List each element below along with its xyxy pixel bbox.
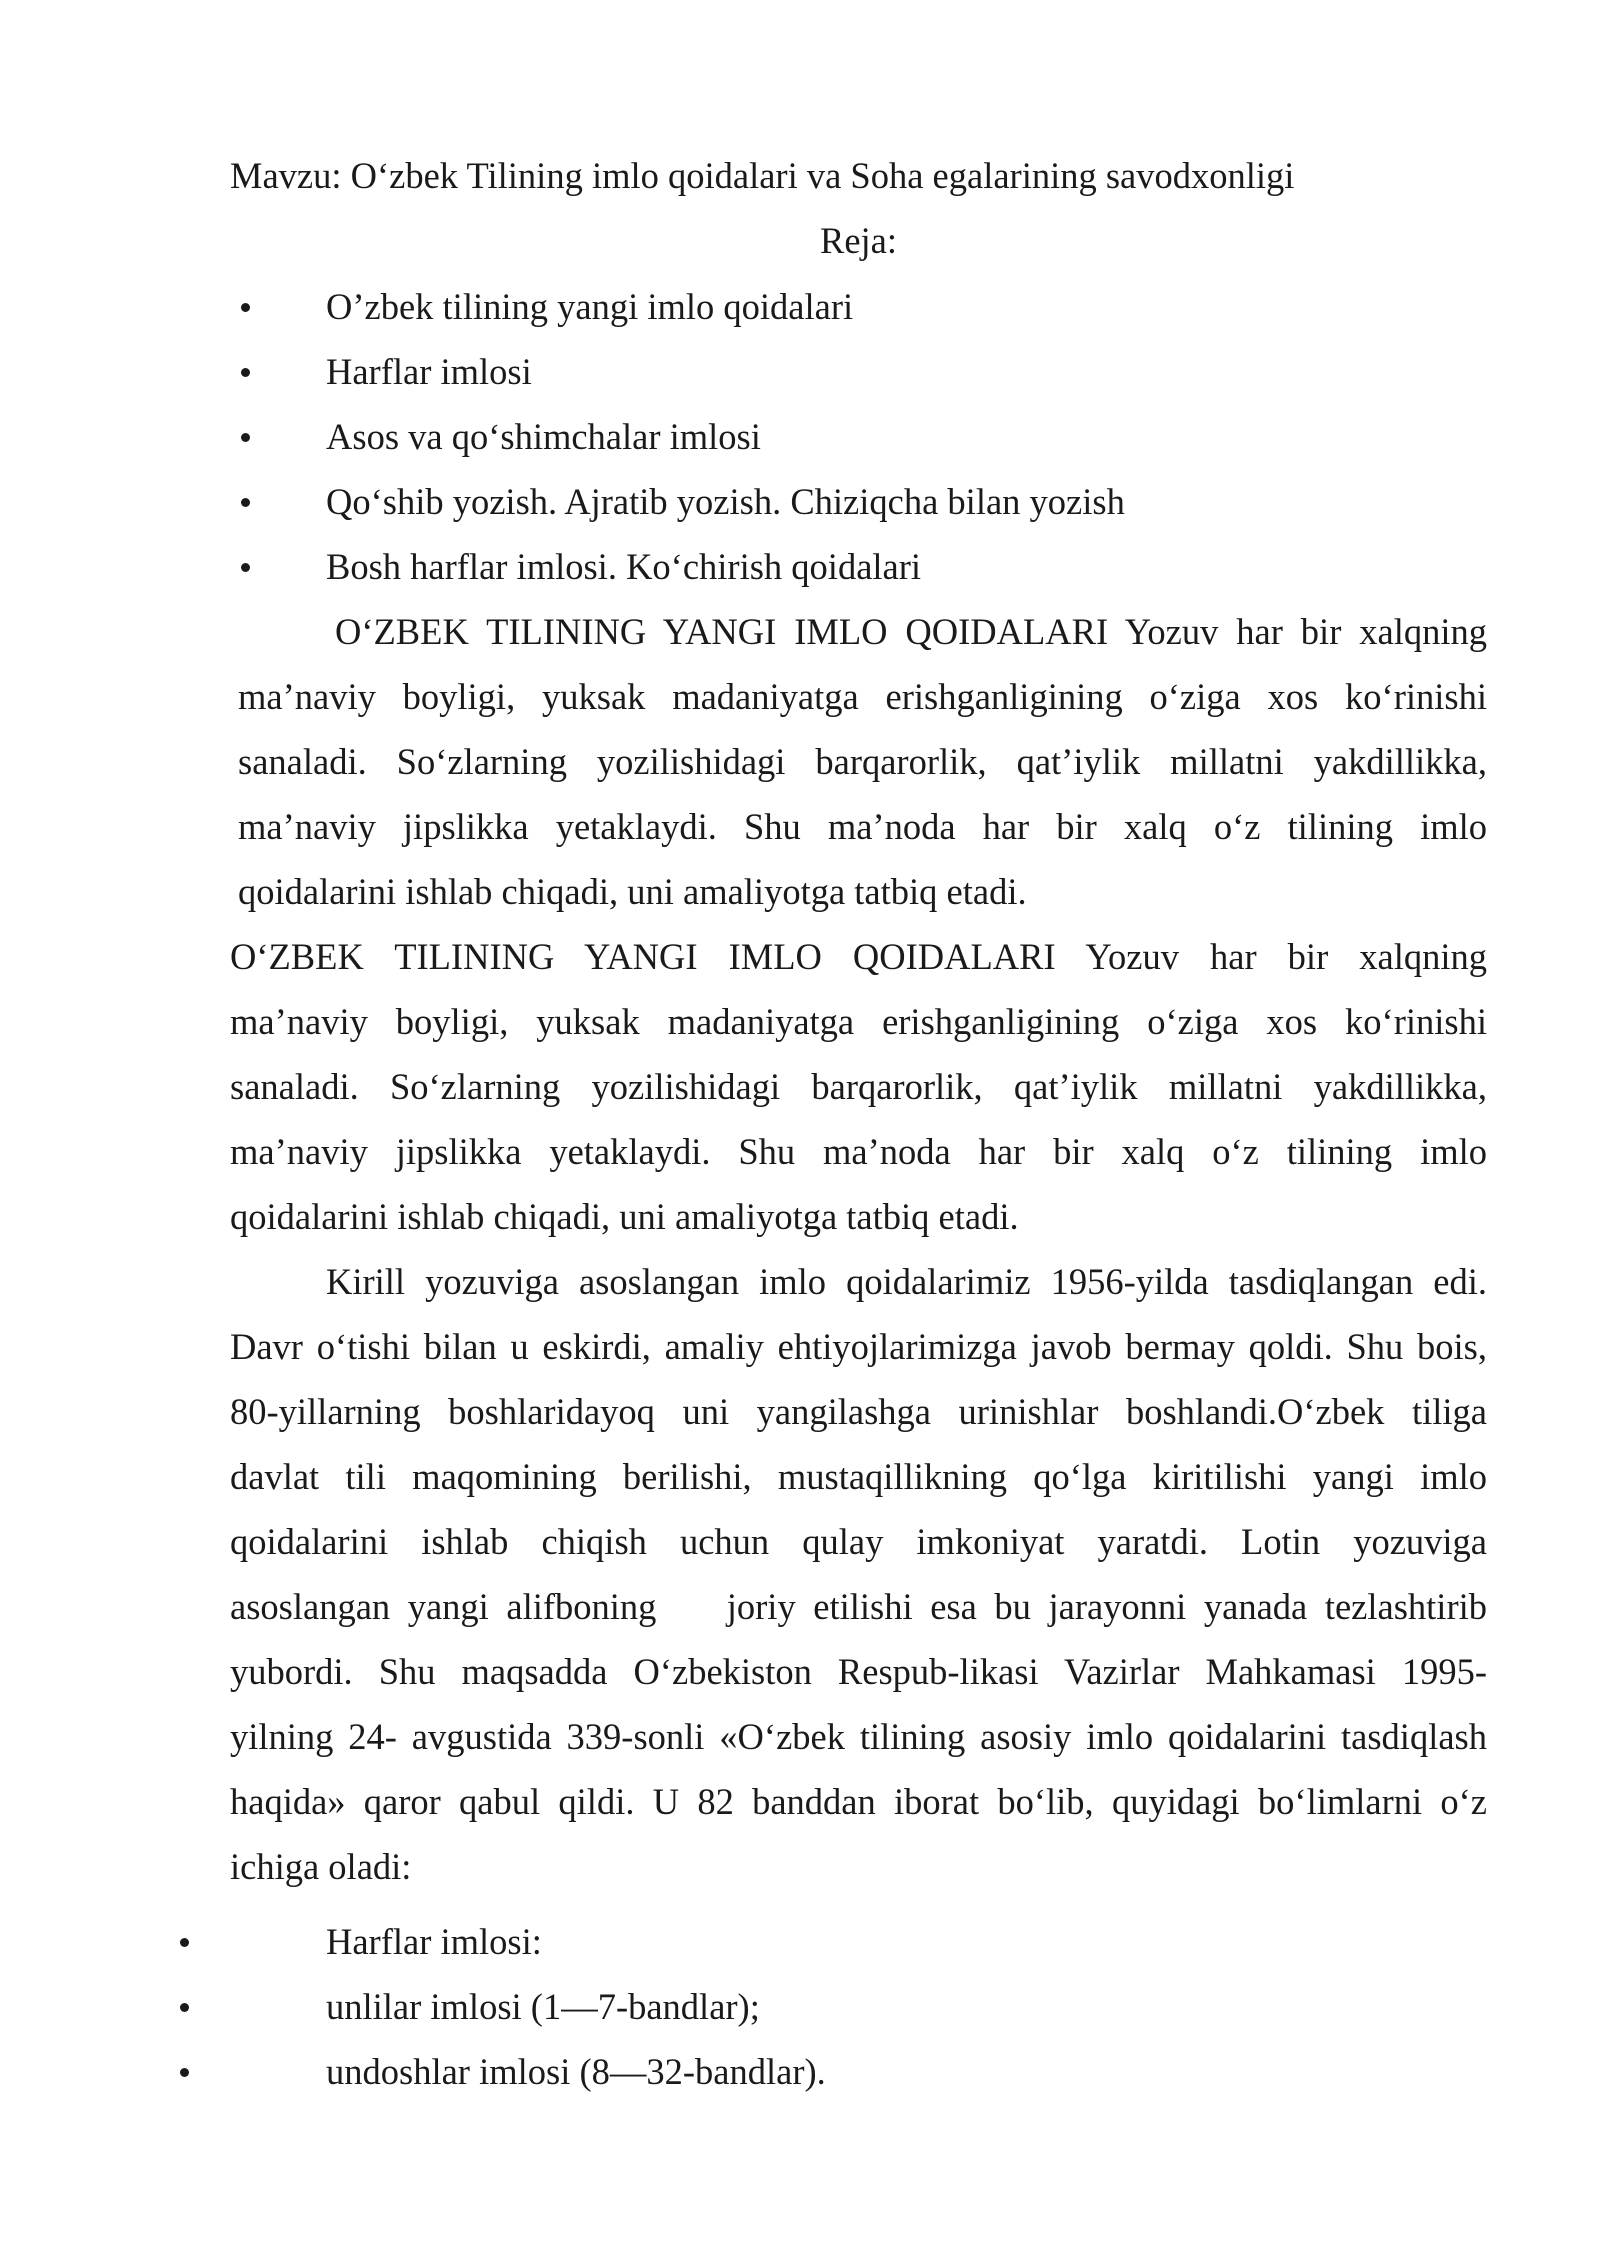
paragraph-line: davlat tili maqomining berilishi, mustaqillikning qo‘lga kiritilishi yangi imlo	[230, 1456, 1487, 1497]
bullet-icon	[180, 2068, 189, 2077]
list-item-text: Harflar imlosi:	[326, 1921, 542, 1962]
paragraph-line: ma’naviy boyligi, yuksak madaniyatga erishganligining o‘ziga xos ko‘rinishi	[238, 676, 1487, 717]
bullet-icon	[241, 303, 250, 312]
bullet-icon	[241, 433, 250, 442]
plan-heading: Reja:	[820, 220, 898, 261]
paragraph-line: Kirill yozuviga asoslangan imlo qoidalarimiz 1956-yilda tasdiqlangan edi.	[326, 1261, 1487, 1302]
paragraph-line: sanaladi. So‘zlarning yozilishidagi barqarorlik, qat’iylik millatni yakdillikka,	[238, 741, 1487, 782]
paragraph-line: yilning 24- avgustida 339-sonli «O‘zbek tilining asosiy imlo qoidalarini tasdiqlash	[230, 1716, 1487, 1757]
paragraph-line: ma’naviy jipslikka yetaklaydi. Shu ma’noda har bir xalq o‘z tilining imlo	[238, 806, 1487, 847]
paragraph-line: yubordi. Shu maqsadda O‘zbekiston Respub-likasi Vazirlar Mahkamasi 1995-	[230, 1651, 1487, 1692]
list-item-text: unlilar imlosi (1—7-bandlar);	[326, 1986, 760, 2027]
bullet-icon	[180, 1938, 189, 1947]
bullet-icon	[241, 368, 250, 377]
list-item-text: Bosh harflar imlosi. Ko‘chirish qoidalari	[326, 546, 922, 587]
paragraph-line: asoslangan yangi alifboning joriy etilishi esa bu jarayonni yanada tezlashtirib	[230, 1586, 1487, 1627]
list-item-text: Asos va qo‘shimchalar imlosi	[326, 416, 761, 457]
paragraph-line: sanaladi. So‘zlarning yozilishidagi barqarorlik, qat’iylik millatni yakdillikka,	[230, 1066, 1487, 1107]
list-item-text: undoshlar imlosi (8—32-bandlar).	[326, 2051, 826, 2092]
paragraph-line: ma’naviy boyligi, yuksak madaniyatga erishganligining o‘ziga xos ko‘rinishi	[230, 1001, 1487, 1042]
list-item-text: Harflar imlosi	[326, 351, 532, 392]
paragraph-line: 80-yillarning boshlaridayoq uni yangilashga urinishlar boshlandi.O‘zbek tiliga	[230, 1391, 1487, 1432]
paragraph-line: O‘ZBEK TILINING YANGI IMLO QOIDALARI Yozuv har bir xalqning	[230, 936, 1487, 977]
list-item-text: O’zbek tilining yangi imlo qoidalari	[326, 286, 854, 327]
list-item-text: Qo‘shib yozish. Ajratib yozish. Chiziqcha bilan yozish	[326, 481, 1125, 522]
paragraph-line: O‘ZBEK TILINING YANGI IMLO QOIDALARI Yozuv har bir xalqning	[335, 611, 1487, 652]
bullet-icon	[241, 563, 250, 572]
paragraph-line: ichiga oladi:	[230, 1846, 412, 1887]
paragraph-line: qoidalarini ishlab chiqadi, uni amaliyotga tatbiq etadi.	[238, 871, 1027, 912]
paragraph-line: Davr o‘tishi bilan u eskirdi, amaliy ehtiyojlarimizga javob bermay qoldi. Shu bois,	[230, 1326, 1487, 1367]
bullet-icon	[241, 498, 250, 507]
bullet-icon	[180, 2003, 189, 2012]
paragraph-line: ma’naviy jipslikka yetaklaydi. Shu ma’noda har bir xalq o‘z tilining imlo	[230, 1131, 1487, 1172]
paragraph-line: qoidalarini ishlab chiqadi, uni amaliyotga tatbiq etadi.	[230, 1196, 1019, 1237]
document-title: Mavzu: O‘zbek Tilining imlo qoidalari va Soha egalarining savodxonligi	[230, 155, 1295, 196]
paragraph-line: haqida» qaror qabul qildi. U 82 banddan iborat bo‘lib, quyidagi bo‘limlarni o‘z	[230, 1781, 1487, 1822]
paragraph-line: qoidalarini ishlab chiqish uchun qulay imkoniyat yaratdi. Lotin yozuviga	[230, 1521, 1487, 1562]
